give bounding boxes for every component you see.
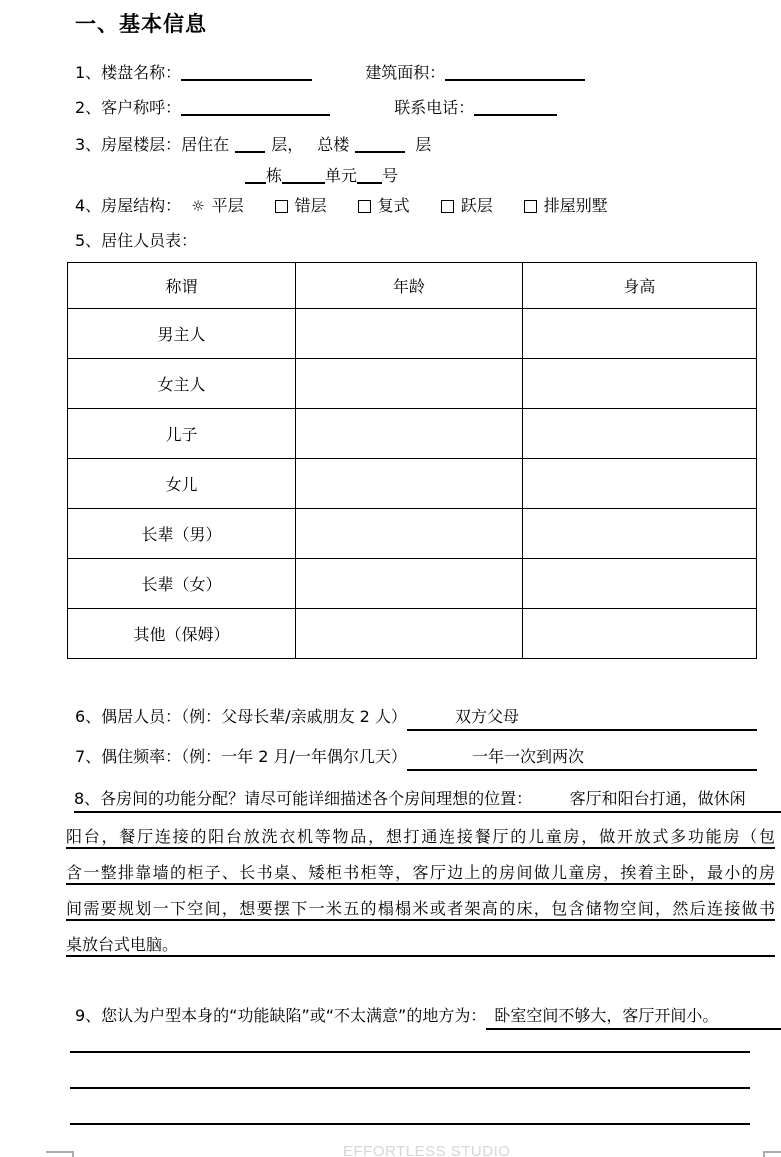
q2-label-client: 2、客户称呼： [75,98,182,117]
write-in-line[interactable] [70,1089,750,1125]
row-name: 长辈（女） [68,559,296,609]
q7-label: 7、偶住频率：（例：一年 2 月/一年偶尔几天） [75,747,407,766]
q8-answer-line[interactable]: 客厅和阳台打通，做休闲 [569,789,746,808]
table-header-row [68,263,757,309]
row-name: 长辈（男） [68,509,296,559]
write-in-line[interactable] [70,1053,750,1089]
q6-answer[interactable]: 双方父母 [407,705,757,731]
q4-options [191,195,608,217]
page-title: 一、基本信息 [75,12,207,36]
row-name: 儿子 [68,409,296,459]
q8-first-line [74,787,781,813]
q1-blank-project-name[interactable] [181,65,312,81]
q9-answer[interactable]: 卧室空间不够大，客厅开间小。 [486,1004,781,1030]
age-cell[interactable] [296,359,523,409]
height-cell[interactable] [522,359,756,409]
q8-label: 8、各房间的功能分配？请尽可能详细描述各个房间理想的位置： [74,789,533,808]
option-split-level-label: 错层 [294,196,327,215]
q8-block [66,787,781,957]
option-loft-label: 跃层 [460,196,493,215]
q2-row [75,97,757,119]
row-name: 女儿 [68,459,296,509]
height-cell[interactable] [522,409,756,459]
age-cell[interactable] [296,509,523,559]
selected-sun-icon[interactable]: ☼ [191,196,205,215]
table-row [68,359,757,409]
option-loft[interactable] [441,195,493,217]
q4-label: 4、房屋结构： [75,196,182,215]
table-row [68,309,757,359]
table-row [68,459,757,509]
height-cell[interactable] [522,309,756,359]
q8-answer-line[interactable]: 阳台，餐厅连接的阳台放洗衣机等物品，想打通连接餐厅的儿童房，做开放式多功能房（包 [66,825,775,849]
q2-blank-client-name[interactable] [181,100,330,116]
option-flat[interactable] [191,195,243,217]
q1-blank-building-area[interactable] [445,65,585,81]
checkbox-icon[interactable] [524,200,537,213]
row-name: 其他（保姆） [68,609,296,659]
q3-label-floor: 3、房屋楼层：居住在 [75,135,230,154]
q7-answer[interactable]: 一年一次到两次 [407,745,757,771]
row-name: 男主人 [68,309,296,359]
option-flat-label: 平层 [211,196,244,215]
age-cell[interactable] [296,409,523,459]
q2-blank-phone[interactable] [474,100,557,116]
q8-answer-line[interactable]: 桌放台式电脑。 [66,933,775,957]
page-artifact-left [46,1151,74,1157]
residents-table [67,262,757,659]
watermark: EFFORTLESS STUDIO [343,1143,511,1157]
q7-row [75,745,757,771]
q8-answer-line[interactable]: 含一整排靠墙的柜子、长书桌、矮柜书柜等，客厅边上的房间做儿童房，挨着主卧，最小的房 [66,861,775,885]
q9-row [75,1004,781,1030]
q6-row [75,705,757,731]
q1-label-project: 1、楼盘名称： [75,63,182,82]
age-cell[interactable] [296,609,523,659]
q3-blank-building[interactable] [245,168,266,184]
row-name: 女主人 [68,359,296,409]
q3-label-building: 栋 [266,166,283,185]
height-cell[interactable] [522,509,756,559]
option-townhouse-villa-label: 排屋别墅 [543,196,608,215]
q3-blank-living-floor[interactable] [235,137,265,153]
extra-write-in-lines [70,1030,750,1125]
q3-label-after-floor: 层， [271,135,304,154]
q3-label-total: 总楼 [317,135,350,154]
q3-blank-number[interactable] [357,168,382,184]
q3-label-unit: 单元 [325,166,358,185]
q3-blank-total-floors[interactable] [355,137,405,153]
option-duplex-label: 复式 [377,196,410,215]
page-artifact-right [763,1151,781,1157]
checkbox-icon[interactable] [441,200,454,213]
checkbox-icon[interactable] [275,200,288,213]
age-cell[interactable] [296,559,523,609]
table-row [68,559,757,609]
q3-row-floor [75,134,757,156]
q3-label-after-total: 层 [415,135,432,154]
table-row [68,409,757,459]
height-cell[interactable] [522,609,756,659]
table-row [68,609,757,659]
age-cell[interactable] [296,309,523,359]
checkbox-icon[interactable] [358,200,371,213]
q3-row-unit [245,165,757,187]
q8-answer-line[interactable]: 间需要规划一下空间，想要摆下一米五的榻榻米或者架高的床，包含储物空间，然后连接做书 [66,897,775,921]
option-split-level[interactable] [275,195,327,217]
q3-label-number: 号 [382,166,399,185]
q2-label-phone: 联系电话： [394,98,475,117]
q5-label: 5、居住人员表： [75,231,198,250]
q3-blank-unit[interactable] [282,168,325,184]
option-duplex[interactable] [358,195,410,217]
age-cell[interactable] [296,459,523,509]
header-title: 称谓 [68,263,296,309]
write-in-line[interactable] [70,1030,750,1053]
form-content [66,0,775,1125]
q1-label-area: 建筑面积： [365,63,446,82]
table-row [68,509,757,559]
height-cell[interactable] [522,559,756,609]
q1-row [75,62,757,84]
q6-label: 6、偶居人员：（例：父母长辈/亲戚朋友 2 人） [75,707,407,726]
header-age: 年龄 [296,263,523,309]
header-height: 身高 [522,263,756,309]
height-cell[interactable] [522,459,756,509]
option-townhouse-villa[interactable] [524,195,608,217]
q9-label: 9、您认为户型本身的“功能缺陷”或“不太满意”的地方为： [75,1006,487,1025]
q4-row-structure [75,195,757,217]
